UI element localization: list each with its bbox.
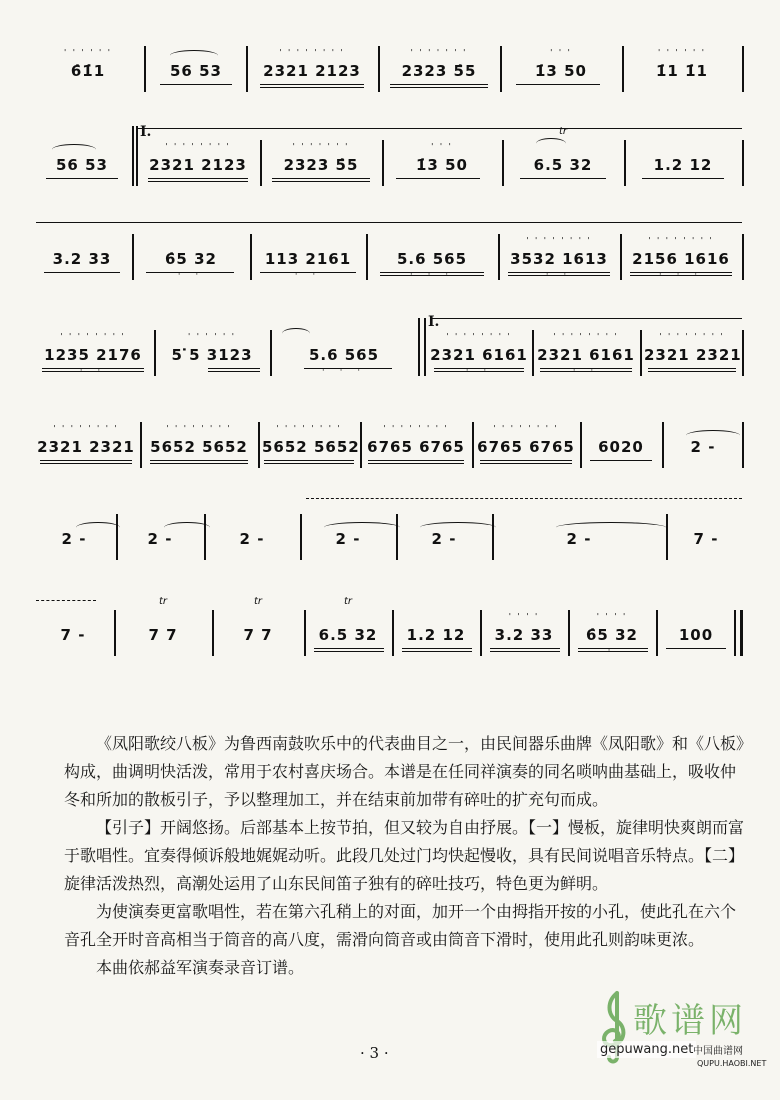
barline	[260, 140, 262, 186]
measure: ' ' ' ' 6̇5 32 ·	[572, 620, 652, 646]
measure: ' ' ' ' ' ' ' ' 1235 2176 · ·	[36, 340, 150, 366]
barline	[246, 46, 248, 92]
score-system-6	[36, 490, 744, 562]
measure-notes: 2 -	[61, 530, 87, 548]
score-system-3	[36, 210, 744, 282]
barline	[144, 46, 146, 92]
score-system-1	[36, 22, 744, 94]
measure: ' ' ' ' ' ' ' ' 2321 6161 · ·	[430, 332, 528, 376]
barline	[656, 610, 658, 656]
paragraph-4: 本曲依郝益军演奏录音订谱。	[96, 958, 305, 977]
barline	[114, 610, 116, 656]
measure-notes: 3.2 33	[52, 250, 112, 268]
barline	[620, 234, 622, 280]
measure-notes: 2321 2321	[37, 438, 135, 456]
measure-notes: 6.5 32	[533, 156, 593, 174]
measure-notes: 1̇1 1̇1	[656, 62, 708, 80]
score-system-7	[36, 586, 744, 658]
measure: ' ' ' ' ' ' ' 2323 5̇5	[264, 150, 378, 176]
measure	[148, 56, 244, 82]
barline	[742, 234, 744, 280]
trill-mark: tr	[558, 126, 568, 137]
measure-notes: 6̇5 32	[586, 626, 638, 644]
barline	[568, 610, 570, 656]
measure	[36, 244, 128, 270]
measure: ' ' ' ' ' ' ' ' 2321 6161 · ·	[537, 332, 635, 376]
barline	[382, 140, 384, 186]
measure: ' ' ' ' ' ' ' ' 2321 2321	[644, 340, 740, 366]
measure-notes: 2323 5̇5	[401, 62, 477, 80]
measure-notes: 5.6 565	[308, 346, 380, 364]
barline	[132, 126, 134, 186]
measure-notes: 7 -	[60, 626, 86, 644]
barline	[250, 234, 252, 280]
measure-notes: 56 53	[170, 62, 222, 80]
barline	[742, 140, 744, 186]
measure	[628, 150, 738, 176]
paragraph-1: 《凤阳歌绞八板》为鲁西南鼓吹乐中的代表曲目之一，由民间器乐曲牌《凤阳歌》和《八板》构成，曲调明快活泼，常用于农村喜庆场合。本谱是在任同祥演奏的同名唢呐曲基础上，吸收仲冬和所加的散板引子，予以整理加工，并在结束前加带有碎吐的扩充句而成。	[64, 734, 745, 809]
page-number: · 3 ·	[360, 1044, 389, 1062]
barline	[392, 610, 394, 656]
measure-notes: 1235 2176	[44, 346, 142, 364]
section-mark-1: I.	[140, 124, 152, 140]
barline	[742, 330, 744, 376]
measure: ' ' ' ' ' ' 6̇1̇̇1	[36, 56, 140, 82]
barline	[640, 330, 642, 376]
measure-notes: 2321 2123	[263, 62, 361, 80]
measure: ' ' ' ' ' ' ' ' 2156 1616 · · ·	[624, 244, 738, 270]
paragraph-2: 【引子】开阔悠扬。后部基本上按节拍，但又较为自由抒展。【一】慢板，旋律明快爽朗而富于歌唱性。宜奏得倾诉般地娓娓动听。此段几处过门均快起慢收，具有民间说唱音乐特点。【二】旋律活泼热烈，高潮处运用了山东民间笛子独有的碎吐技巧，特色更为鲜明。	[64, 818, 745, 893]
measure-notes: 2321 2321	[644, 346, 742, 364]
barline	[116, 514, 118, 560]
measure-notes: 1.2 12	[653, 156, 713, 174]
measure-notes: 6765 6765	[477, 438, 575, 456]
measure	[496, 524, 662, 550]
measure-notes: 5652 5652	[262, 438, 360, 456]
score-system-4	[36, 306, 744, 378]
barline	[424, 318, 426, 376]
measure	[120, 524, 200, 550]
barline	[666, 514, 668, 560]
measure-notes: 1̇3 50	[416, 156, 468, 174]
measure-notes: 2 -	[566, 530, 592, 548]
measure-notes: 2 -	[690, 438, 716, 456]
barline	[624, 140, 626, 186]
watermark-domain: gepuwang.net	[597, 1041, 696, 1058]
measure-notes: 2323 5̇5	[283, 156, 359, 174]
barline	[378, 46, 380, 92]
barline	[132, 234, 134, 280]
barline	[418, 318, 420, 376]
barline	[140, 422, 142, 468]
measure-notes: 5.6 565	[396, 250, 468, 268]
measure: ' ' ' ' ' ' ' ' 3532 1613 · ·	[502, 244, 616, 270]
measure-notes: 2156 1616	[632, 250, 730, 268]
measure: ' ' ' ' ' ' 5 ̇5 3123	[158, 340, 266, 366]
measure-notes: 3532 1613	[510, 250, 608, 268]
measure-notes: 6.5 32	[318, 626, 378, 644]
measure-notes: 7 7	[243, 626, 273, 644]
score-system-5	[36, 398, 744, 470]
barline	[532, 330, 534, 376]
measure: ' ' ' ' ' ' ' ' 5652 5652	[144, 432, 254, 458]
measure: 6̇5 32 · ·	[136, 244, 246, 270]
measure: ' ' ' ' ' ' ' ' 5652 5652	[262, 432, 356, 458]
barline	[492, 514, 494, 560]
barline	[622, 46, 624, 92]
paragraph-3: 为使演奏更富歌唱性，若在第六孔稍上的对面，加开一个由拇指开按的小孔，使此孔在六个音孔全开时音高相当于筒音的高八度，需滑向筒音或由筒音下滑时，使用此孔则韵味更浓。	[64, 902, 737, 949]
trill-mark: tr	[253, 596, 263, 607]
measure-notes: 7 -	[693, 530, 719, 548]
measure-notes: 2321 6161	[430, 346, 528, 364]
measure	[36, 150, 128, 176]
measure-notes: 7 7	[148, 626, 178, 644]
barline	[662, 422, 664, 468]
measure	[36, 524, 112, 550]
measure-notes: 3.2 33	[494, 626, 554, 644]
section-mark-2: I.	[428, 314, 440, 330]
barline	[154, 330, 156, 376]
measure	[584, 432, 658, 458]
barline	[480, 610, 482, 656]
barline	[396, 514, 398, 560]
measure	[400, 524, 488, 550]
score-system-2	[36, 116, 744, 188]
barline	[742, 46, 744, 92]
measure	[208, 524, 296, 550]
measure	[304, 524, 392, 550]
measure-notes: 5 ̇5 3123	[171, 346, 253, 364]
barline	[304, 610, 306, 656]
measure: ' ' ' ' ' ' ' ' 2321 2123	[250, 56, 374, 82]
measure	[396, 620, 476, 646]
measure	[36, 620, 110, 646]
measure-notes: 2321 2123	[149, 156, 247, 174]
measure: ' ' ' 1̇3 50	[504, 56, 618, 82]
measure: ' ' ' ' ' ' ' ' 6765 6765	[364, 432, 468, 458]
barline	[204, 514, 206, 560]
barline	[580, 422, 582, 468]
barline	[366, 234, 368, 280]
measure: 5.6 565 · · ·	[370, 244, 494, 270]
measure: ' ' ' ' ' ' 1̇1 1̇1	[626, 56, 738, 82]
barline	[472, 422, 474, 468]
measure: ' ' ' ' ' ' ' ' 6765 6765	[476, 432, 576, 458]
measure-notes: 2 -	[147, 530, 173, 548]
measure-notes: 6765 6765	[367, 438, 465, 456]
final-barline	[740, 610, 743, 656]
measure	[216, 596, 300, 646]
measure: 113 2161 · ·	[254, 244, 362, 270]
measure	[666, 432, 740, 458]
measure-notes: 5652 5652	[150, 438, 248, 456]
measure-notes: 2 -	[335, 530, 361, 548]
barline	[502, 140, 504, 186]
trill-mark: tr	[158, 596, 168, 607]
barline	[500, 46, 502, 92]
measure-notes: 2 -	[431, 530, 457, 548]
measure	[660, 620, 732, 646]
measure-notes: 6020	[598, 438, 644, 456]
measure: 5.6 565 · · ·	[274, 340, 414, 366]
measure: ' ' ' ' ' ' ' ' 2321 2123	[140, 150, 256, 176]
trill-mark: tr	[343, 596, 353, 607]
barline	[258, 422, 260, 468]
measure: ' ' ' ' ' ' ' ' 2321 2321	[36, 432, 136, 458]
watermark-subtitle: 中国曲谱网	[693, 1046, 743, 1057]
barline	[734, 610, 736, 656]
measure-notes: 2 -	[239, 530, 265, 548]
barline	[498, 234, 500, 280]
measure: ' ' ' 1̇3 50	[386, 150, 498, 176]
measure	[118, 596, 208, 646]
barline	[360, 422, 362, 468]
measure-notes: 2321 6161	[537, 346, 635, 364]
measure-notes: 6̇5 32	[165, 250, 217, 268]
barline	[742, 422, 744, 468]
barline	[136, 126, 138, 186]
watermark-logo	[597, 985, 772, 1080]
measure-notes: 56 53	[56, 156, 108, 174]
measure: ' ' ' ' 3.2 33	[484, 620, 564, 646]
measure	[506, 126, 620, 176]
measure	[670, 524, 742, 550]
barline	[212, 610, 214, 656]
measure-notes: 1.2 12	[406, 626, 466, 644]
measure-notes: 6̇1̇̇1	[70, 62, 106, 80]
watermark-url: QUPU.HAOBI.NET	[697, 1059, 767, 1068]
watermark-name: 歌谱网	[633, 1001, 747, 1041]
measure-notes: 100	[678, 626, 714, 644]
description-text	[64, 730, 744, 982]
barline	[270, 330, 272, 376]
measure: ' ' ' ' ' ' ' 2323 5̇5	[382, 56, 496, 82]
barline	[300, 514, 302, 560]
measure	[308, 596, 388, 646]
measure-notes: 1̇3 50	[535, 62, 587, 80]
measure-notes: 113 2161	[264, 250, 352, 268]
